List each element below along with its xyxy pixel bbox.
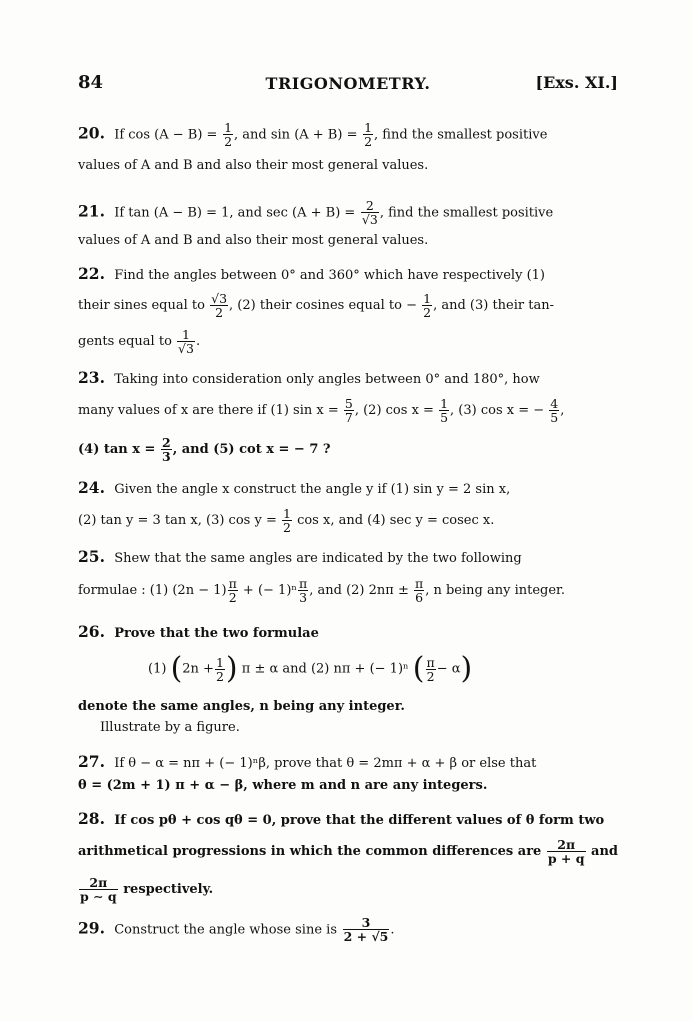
exercise-27-line-2: θ = (2m + 1) π + α − β, where m and n are any integers. xyxy=(78,778,488,793)
exercise-21-line-2: values of A and B and also their most general values. xyxy=(78,233,429,248)
exercise-24-number: 24. xyxy=(78,478,105,497)
exercise-29-number: 29. xyxy=(78,918,105,938)
exercise-23-line-1: 23. Taking into consideration only angles between 0° and 180°, how xyxy=(78,368,540,387)
fraction: $\frac{1}{2}$ xyxy=(282,506,291,535)
exercise-28-line-1: 28. If cos pθ + cos qθ = 0, prove that the different values of θ form two xyxy=(78,809,605,828)
page-number: 84 xyxy=(78,72,104,93)
exercise-22-line-1: 22. Find the angles between 0° and 360° which have respectively (1) xyxy=(78,264,545,283)
exercise-27-number: 27. xyxy=(78,752,105,771)
exercise-26-line-3: denote the same angles, n being any integer. xyxy=(78,699,405,714)
section-label: [Exs. XI.] xyxy=(535,73,618,92)
exercise-22-number: 22. xyxy=(78,264,105,283)
fraction: $\frac{1}{2}$ xyxy=(224,120,233,149)
exercise-22-line-2: their sines equal to $\frac{√3}{2}$ , (2) their cosines equal to − $\frac{1}{2}$ , and (3) their tan- xyxy=(78,291,554,320)
fraction: $\frac{3}{2 + √5}$ xyxy=(343,915,389,944)
running-header xyxy=(78,72,618,98)
fraction: $\frac{2}{3}$ xyxy=(161,435,171,464)
fraction: $\frac{1}{2}$ xyxy=(215,654,224,684)
fraction: $\frac{√3}{2}$ xyxy=(211,291,228,320)
fraction: $\frac{2}{√3}$ xyxy=(361,198,378,227)
exercise-24-line-2: (2) tan y = 3 tan x, (3) cos y = $\frac{1}{2}$ cos x, and (4) sec y = cosec x. xyxy=(78,506,495,535)
fraction: $\frac{\pi}{2}$ xyxy=(228,576,237,605)
exercise-20-line-1: 20. If cos (A − B) = $\frac{1}{2}$ , and sin (A + B) = $\frac{1}{2}$ , find the smallest positive xyxy=(78,120,548,149)
fraction: $\frac{2\pi}{p + q}$ xyxy=(547,837,585,866)
exercise-23-line-3: (4) tan x = $\frac{2}{3}$ , and (5) cot x = − 7 ? xyxy=(78,435,331,464)
fraction: $\frac{5}{7}$ xyxy=(344,396,353,425)
fraction: $\frac{4}{5}$ xyxy=(550,396,559,425)
exercise-26-line-4: Illustrate by a figure. xyxy=(100,720,240,735)
fraction: $\frac{\pi}{3}$ xyxy=(299,576,308,605)
fraction: $\frac{1}{2}$ xyxy=(423,291,432,320)
exercise-29-line-1: 29. Construct the angle whose sine is $\frac{3}{2 + √5}$ . xyxy=(78,915,395,944)
exercise-25-number: 25. xyxy=(78,547,105,566)
fraction: $\frac{1}{2}$ xyxy=(364,120,373,149)
exercise-23-line-2: many values of x are there if (1) sin x = $\frac{5}{7}$ , (2) cos x = $\frac{1}{5}$ , (3) cos x = − $\frac{4}{5}$ , xyxy=(78,396,565,425)
fraction: $\frac{1}{5}$ xyxy=(440,396,449,425)
fraction: $\frac{\pi}{2}$ xyxy=(426,654,435,684)
exercise-26-line-1: 26. Prove that the two formulae xyxy=(78,622,319,641)
exercise-28-line-3: $\frac{2\pi}{p \sim q}$ respectively. xyxy=(80,875,214,904)
exercise-20-line-2: values of A and B and also their most general values. xyxy=(78,158,429,173)
exercise-21-number: 21. xyxy=(78,201,105,221)
exercise-28-number: 28. xyxy=(78,809,105,828)
exercise-25-line-1: 25. Shew that the same angles are indicated by the two following xyxy=(78,547,522,566)
exercise-22-line-3: gents equal to $\frac{1}{√3}$ . xyxy=(78,327,201,356)
exercise-26-display-formula: (1) (2n + $\frac{1}{2}$ ) π ± α and (2) nπ + (− 1)ⁿ ( $\frac{\pi}{2}$ − α) xyxy=(148,651,473,686)
exercise-27-line-1: 27. If θ − α = nπ + (− 1)ⁿβ, prove that θ = 2mπ + α + β or else that xyxy=(78,752,537,771)
exercise-26-number: 26. xyxy=(78,622,105,641)
exercise-24-line-1: 24. Given the angle x construct the angle y if (1) sin y = 2 sin x, xyxy=(78,478,511,497)
exercise-23-number: 23. xyxy=(78,368,105,387)
exercise-28-line-2: arithmetical progressions in which the common differences are $\frac{2\pi}{p + q}$ and xyxy=(78,837,619,866)
fraction: $\frac{2\pi}{p \sim q}$ xyxy=(80,875,117,904)
exercise-20-number: 20. xyxy=(78,123,105,143)
fraction: $\frac{\pi}{6}$ xyxy=(414,576,424,605)
exercise-21-line-1: 21. If tan (A − B) = 1, and sec (A + B) = $\frac{2}{√3}$ , find the smallest positive xyxy=(78,198,554,227)
exercise-25-line-2: formulae : (1) (2n − 1) $\frac{\pi}{2}$ + (− 1)ⁿ $\frac{\pi}{3}$ , and (2) 2nπ ± $\frac{\pi}{6}$ , n being any integer. xyxy=(78,576,565,605)
fraction: $\frac{1}{√3}$ xyxy=(178,327,194,356)
page-title: TRIGONOMETRY. xyxy=(265,74,431,93)
